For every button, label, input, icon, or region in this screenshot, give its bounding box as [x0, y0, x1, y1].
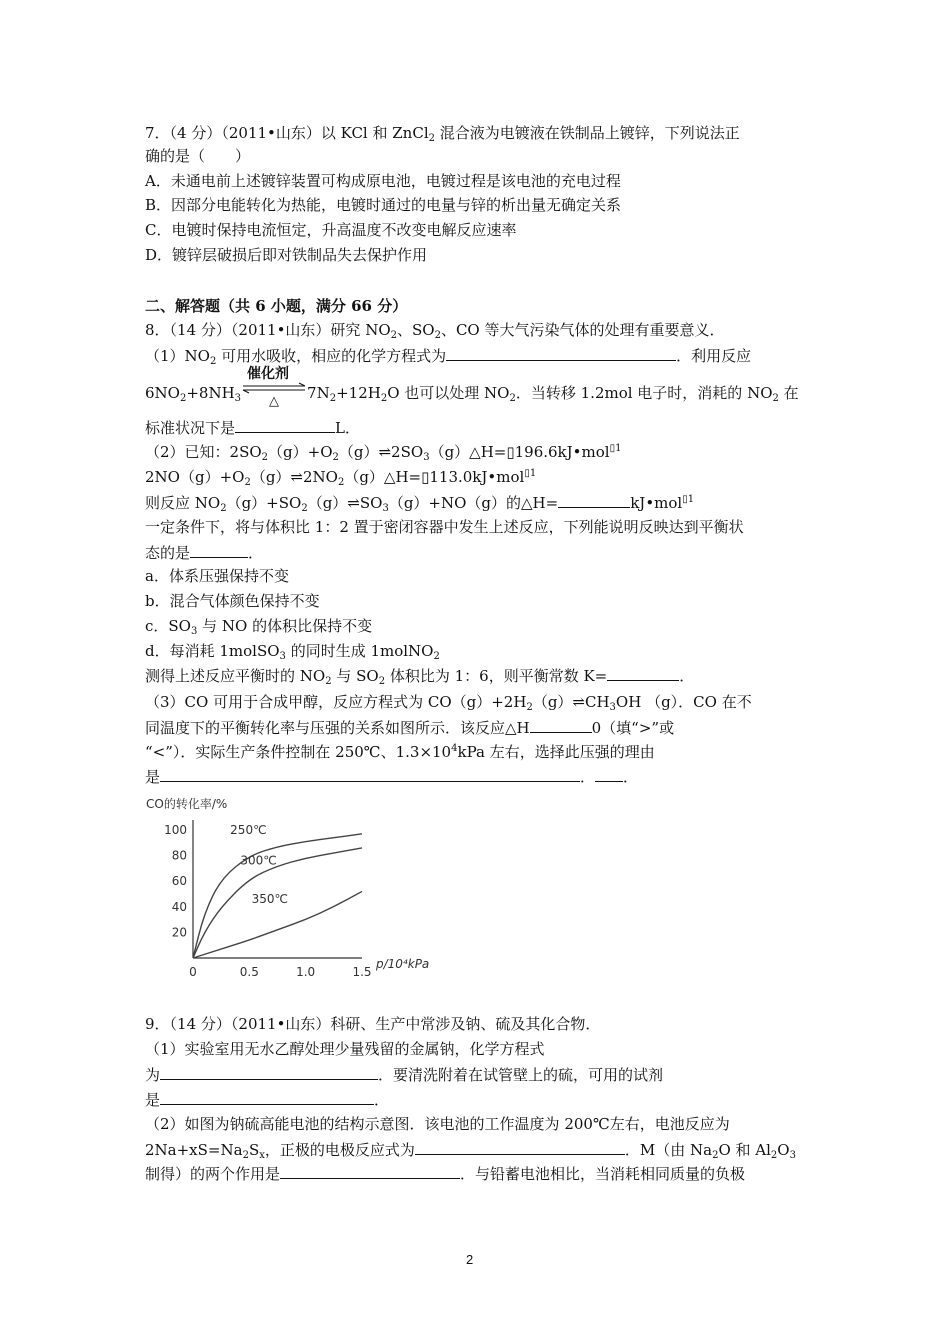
x-tick-label: 1.5	[352, 965, 372, 979]
q8-option-b: b．混合气体颜色保持不变	[145, 592, 320, 610]
series-label: 250℃	[230, 822, 267, 837]
answer-blank[interactable]	[160, 766, 580, 782]
subscript: 2	[428, 133, 435, 144]
co-conversion-chart	[140, 790, 460, 985]
q8-part2-line4: 一定条件下，将与体积比 1：2 置于密闭容器中发生上述反应，下列能说明反映达到平衡状	[145, 518, 744, 536]
answer-blank[interactable]	[446, 345, 676, 361]
x-tick-label: 1.0	[296, 965, 316, 979]
q8-reaction-equation: $6NO_2+8NH_3$ 催化剂 △ $7N_2+12H_2O$ 也可以处理 $NO_2$．当转移 1.2mol 电子时，消耗的 $NO_2$ 在	[145, 378, 799, 403]
text: 混合液为电镀液在铁制品上镀锌，下列说法正	[435, 124, 740, 142]
y-tick-label: 100	[164, 823, 187, 837]
answer-blank[interactable]	[595, 766, 623, 782]
series-label: 300℃	[240, 853, 277, 868]
q8-stem: 8．（14 分）（2011•山东）研究 $NO_2$、$SO_2$、CO 等大气污染气体的处理有重要意义．	[145, 321, 725, 341]
answer-blank[interactable]	[415, 1139, 625, 1155]
x-axis-label: p/10⁴kPa	[376, 957, 430, 971]
y-tick-label: 20	[171, 925, 187, 940]
q8-part2-line1: （2）已知：$2SO_2(g)+O_2(g)\rightleftharpoons 2SO_3(g)\triangle H=▯196.6kJ•mol^{▯1}$	[145, 443, 622, 463]
q7-stem-line2: 确的是（ ）	[145, 147, 251, 165]
q7-option-a: A．未通电前上述镀锌装置可构成原电池，电镀过程是该电池的充电过程	[145, 172, 621, 190]
q8-option-a: a．体系压强保持不变	[145, 567, 289, 585]
catalyst-arrow	[241, 366, 307, 409]
catalyst-label: 催化剂	[247, 366, 290, 382]
y-tick-label: 80	[171, 848, 187, 863]
q8-part1-line3: 标准状况下是 L．	[145, 419, 360, 437]
answer-blank[interactable]	[280, 1163, 460, 1179]
q8-part2-line2: $2NO(g)+O_2(g)\rightleftharpoons 2NO_2(g)\triangle H=▯113.0kJ•mol^{▯1}$	[145, 468, 537, 488]
answer-blank[interactable]	[190, 542, 248, 558]
q8-part3-line3: “<”）．实际生产条件控制在 250℃、$1.3\times 10^4kPa$ 左右，选择此压强的理由	[145, 743, 655, 761]
q9-part2-line1: （2）如图为钠硫高能电池的结构示意图．该电池的工作温度为 200℃左右，电池反应为	[145, 1115, 730, 1133]
q9-part1-line3: 是 ．	[145, 1091, 390, 1109]
q8-part1-line1: $(1)NO_2$ 可用水吸收，相应的化学方程式为 ．利用反应	[145, 347, 752, 367]
q9-part1-line2: 为 ．要清洗附着在试管壁上的硫，可用的试剂	[145, 1066, 664, 1084]
heat-label: △	[269, 394, 280, 409]
q8-part3-line4: 是 ． ．	[145, 768, 639, 786]
q8-part3-line2: 同温度下的平衡转化率与压强的关系如图所示．该反应△H 0（填“>”或	[145, 719, 675, 737]
section-title: 二、解答题（共 6 小题，满分 66 分）	[145, 297, 408, 315]
answer-blank[interactable]	[607, 665, 679, 681]
answer-blank[interactable]	[235, 417, 335, 433]
q8-part3-line1: （3）CO 可用于合成甲醇，反应方程式为 $CO(g)+2H_2(g)\rightleftharpoons CH_3OH$ （g）．CO 在不	[145, 693, 752, 713]
q9-part2-line3: 制得）的两个作用是 ．与铅蓄电池相比，当消耗相同质量的负极	[145, 1165, 746, 1183]
x-tick-label: 0	[189, 965, 197, 979]
q7-option-d: D．镀锌层破损后即对铁制品失去保护作用	[145, 246, 428, 264]
q8-option-d: d．每消耗 1molSO$_3$ 的同时生成 1molNO$_2$	[145, 642, 440, 662]
q9-stem: 9．（14 分）（2011•山东）科研、生产中常涉及钠、硫及其化合物．	[145, 1015, 601, 1033]
y-tick-label: 60	[171, 874, 187, 889]
chart-title: CO的转化率/%	[146, 797, 228, 811]
series-label: 350℃	[251, 891, 288, 906]
q9-part2-line2: $2Na+xS=Na_2S_x$，正极的电极反应式为 ．M（由 $Na_2O$ 和 $Al_2O_3$	[145, 1141, 796, 1161]
q8-option-c: c．$SO_3$ 与 NO 的体积比保持不变	[145, 617, 373, 637]
q7-option-c: C．电镀时保持电流恒定，升高温度不改变电解反应速率	[145, 221, 517, 239]
y-tick-label: 40	[171, 899, 187, 914]
page-number: 2	[466, 1252, 474, 1267]
q7-option-b: B．因部分电能转化为热能，电镀时通过的电量与锌的析出量无确定关系	[145, 196, 622, 214]
answer-blank[interactable]	[558, 492, 630, 508]
answer-blank[interactable]	[160, 1089, 374, 1105]
answer-blank[interactable]	[530, 717, 592, 733]
q8-part2-line5: 态的是 ．	[145, 544, 264, 562]
text: 7．（4 分）（2011•山东）以 KCl 和 ZnCl	[145, 124, 429, 142]
q8-part2-line6: 测得上述反应平衡时的 $NO_2$ 与 $SO_2$ 体积比为 1：6，则平衡常数 K= ．	[145, 667, 695, 687]
q8-part2-line3: 则反应 $NO_2(g)+SO_2(g)\rightleftharpoons SO_3(g)+NO(g)$的△H= kJ•mol$^{▯1}$	[145, 494, 695, 514]
answer-blank[interactable]	[160, 1064, 378, 1080]
q9-part1-line1: （1）实验室用无水乙醇处理少量残留的金属钠，化学方程式	[145, 1040, 545, 1058]
x-tick-label: 0.5	[239, 965, 259, 979]
q7-stem-line1	[145, 123, 740, 143]
